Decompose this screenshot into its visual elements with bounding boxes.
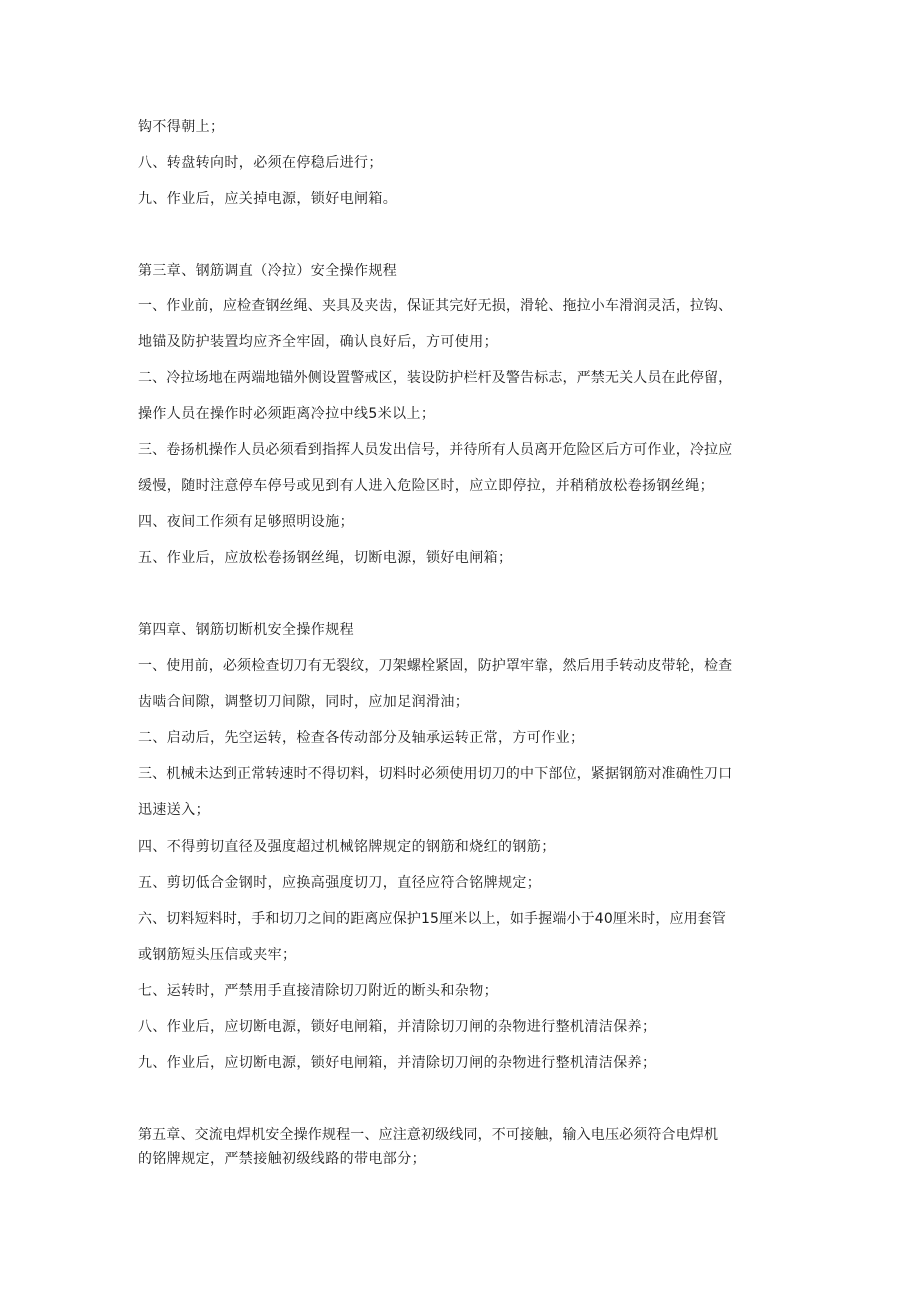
- text-line: 二、冷拉场地在两端地锚外侧设置警戒区，装设防护栏杆及警告标志，严禁无关人员在此停留，: [138, 370, 733, 386]
- text-line: 齿啮合间隙，调整切刀间隙，同时，应加足润滑油；: [138, 694, 470, 710]
- text-line: 操作人员在操作时必须距离冷拉中线5米以上；: [138, 406, 436, 422]
- text-line: 钩不得朝上；: [138, 119, 225, 135]
- chapter-heading: 第四章、钢筋切断机安全操作规程: [138, 622, 354, 638]
- text-line: 一、使用前，必须检查切刀有无裂纹，刀架螺栓紧固，防护罩牢靠，然后用手转动皮带轮，检查: [138, 658, 733, 674]
- text-line: 五、剪切低合金钢时，应换高强度切刀，直径应符合铭牌规定；: [138, 875, 542, 891]
- text-line: 五、作业后，应放松卷扬钢丝绳，切断电源，锁好电闸箱；: [138, 550, 513, 566]
- text-line: 四、不得剪切直径及强度超过机械铭牌规定的钢筋和烧红的钢筋；: [138, 839, 556, 855]
- text-line: 三、机械未达到正常转速时不得切料，切料时必须使用切刀的中下部位，紧据钢筋对准确性刀口: [138, 766, 733, 782]
- text-line: 八、作业后，应切断电源，锁好电闸箱，并清除切刀闸的杂物进行整机清洁保养；: [138, 1019, 657, 1035]
- text-line: 迅速送入；: [138, 802, 210, 818]
- text-line: 缓慢，随时注意停车停号或见到有人进入危险区时，应立即停拉，并稍稍放松卷扬钢丝绳；: [138, 478, 714, 494]
- text-line: 地锚及防护装置均应齐全牢固，确认良好后，方可使用；: [138, 334, 498, 350]
- text-line: 九、作业后，应切断电源，锁好电闸箱，并清除切刀闸的杂物进行整机清洁保养；: [138, 1055, 657, 1071]
- text-line: 七、运转时，严禁用手直接清除切刀附近的断头和杂物；: [138, 983, 498, 999]
- text-line: 四、夜间工作须有足够照明设施；: [138, 514, 354, 530]
- text-line: 三、卷扬机操作人员必须看到指挥人员发出信号，并待所有人员离开危险区后方可作业，冷拉应: [138, 442, 733, 458]
- text-line: 的铭牌规定，严禁接触初级线路的带电部分；: [138, 1151, 426, 1167]
- text-line: 六、切料短料时，手和切刀之间的距离应保护15厘米以上，如手握端小于40厘米时，应用套管: [138, 911, 727, 927]
- chapter-heading: 第三章、钢筋调直（冷拉）安全操作规程: [138, 263, 398, 279]
- text-line: 八、转盘转向时，必须在停稳后进行；: [138, 155, 383, 171]
- text-line: 或钢筋短头压信或夹牢；: [138, 947, 297, 963]
- chapter-heading: 第五章、交流电焊机安全操作规程一、应注意初级线同，不可接触，输入电压必须符合电焊机: [138, 1127, 719, 1143]
- text-line: 九、作业后，应关掉电源，锁好电闸箱。: [138, 191, 398, 207]
- text-line: 二、启动后，先空运转，检查各传动部分及轴承运转正常，方可作业；: [138, 730, 585, 746]
- text-line: 一、作业前，应检查钢丝绳、夹具及夹齿，保证其完好无损，滑轮、拖拉小车滑润灵活，拉钩、: [138, 298, 733, 314]
